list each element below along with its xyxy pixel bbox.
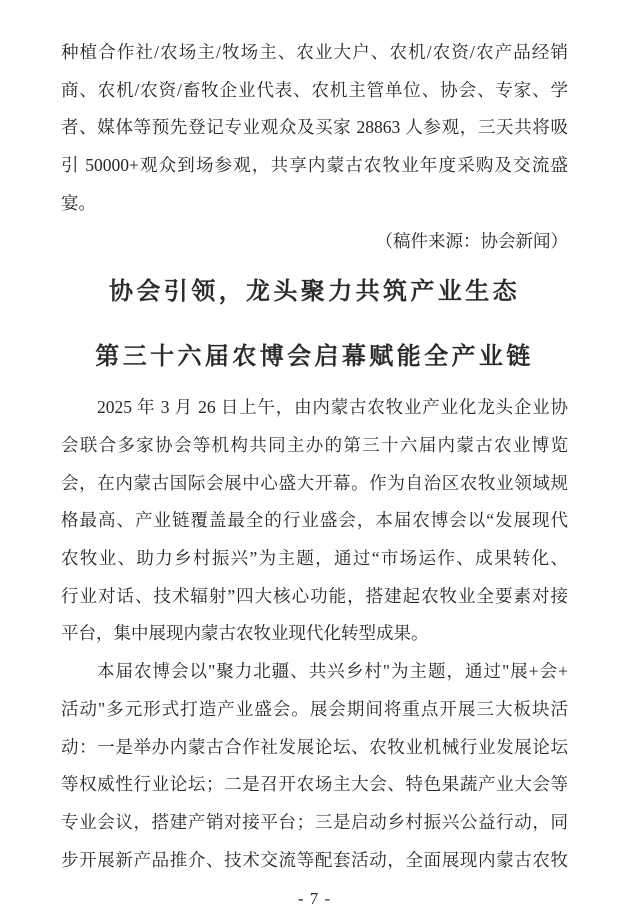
- text-line: 会，在内蒙古国际会展中心盛大开幕。作为自治区农牧业领域规: [61, 472, 568, 493]
- source-attribution: （稿件来源：协会新闻）: [375, 230, 568, 251]
- text-line: 者、媒体等预先登记专业观众及买家 28863 人参观，三天共将吸: [61, 117, 568, 138]
- article-title-line-1: 协会引领，龙头聚力共筑产业生态: [109, 278, 520, 306]
- text-line: 宴。: [61, 192, 96, 213]
- text-line: 商、农机/农资/畜牧企业代表、农机主管单位、协会、专家、学: [61, 79, 568, 100]
- article-title-line-2: 第三十六届农博会启幕赋能全产业链: [95, 343, 534, 371]
- text-line: 动：一是举办内蒙古合作社发展论坛、农牧业机械行业发展论坛: [61, 736, 568, 757]
- text-line: 农牧业、助力乡村振兴”为主题，通过“市场运作、成果转化、: [61, 548, 568, 569]
- text-line: 种植合作社/农场主/牧场主、农业大户、农机/农资/农产品经销: [61, 42, 568, 62]
- text-line: 引 50000+观众到场参观，共享内蒙古农牧业年度采购及交流盛: [61, 155, 568, 176]
- text-line: 行业对话、技术辐射”四大核心功能，搭建起农牧业全要素对接: [61, 585, 568, 606]
- text-line: 平台，集中展现内蒙古农牧业现代化转型成果。: [61, 623, 429, 644]
- text-line: 等权威性行业论坛；二是召开农场主大会、特色果蔬产业大会等: [61, 774, 568, 795]
- paragraph-previous-article: [61, 34, 568, 223]
- text-line: 会联合多家协会等机构共同主办的第三十六届内蒙古农业博览: [61, 434, 568, 455]
- paragraph-2: [61, 653, 568, 879]
- page-number: - 7 -: [297, 889, 332, 909]
- text-line: 格最高、产业链覆盖最全的行业盛会，本届农博会以“发展现代: [61, 510, 568, 531]
- paragraph-1: [61, 389, 568, 653]
- text-line: 本届农博会以"聚力北疆、共兴乡村"为主题，通过"展+会+: [97, 661, 568, 682]
- text-line: 2025 年 3 月 26 日上午，由内蒙古农牧业产业化龙头企业协: [97, 397, 568, 418]
- text-line: 步开展新产品推介、技术交流等配套活动，全面展现内蒙古农牧: [61, 849, 568, 870]
- text-line: 专业会议，搭建产销对接平台；三是启动乡村振兴公益行动，同: [61, 811, 568, 832]
- text-line: 活动"多元形式打造产业盛会。展会期间将重点开展三大板块活: [61, 698, 568, 719]
